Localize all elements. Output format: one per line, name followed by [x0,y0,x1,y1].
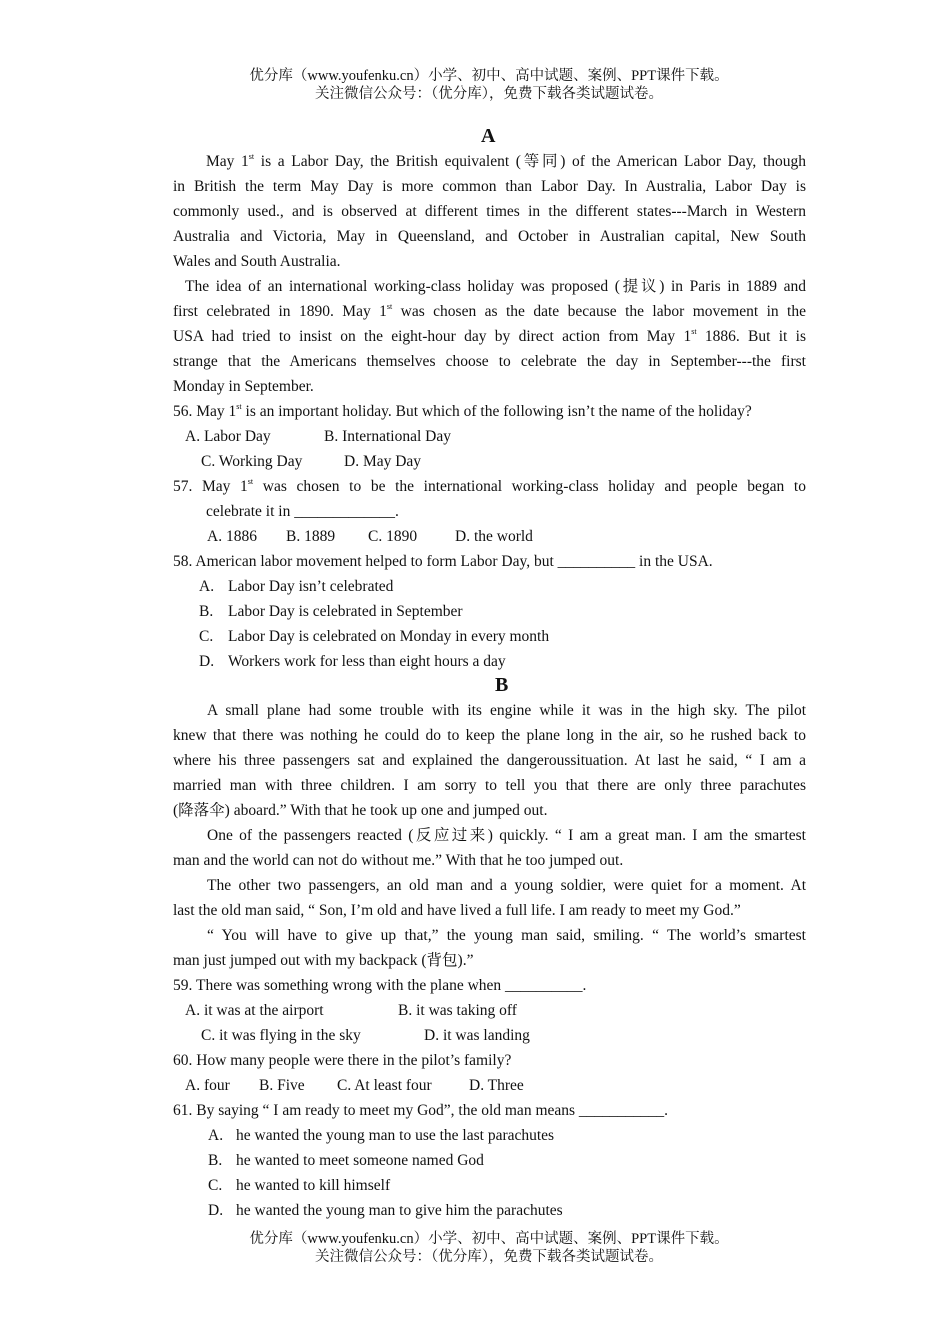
text-line: knew that there was nothing he could do to keep the plane long in the air, so he rushed back to [173,727,806,744]
option-letter: A. [208,1127,224,1144]
text-line: USA had tried to insist on the eight-hour day by direct action from May 1st 1886. But it is [173,327,806,345]
option-letter: B. [208,1152,223,1169]
answer-option-a: A. four [185,1077,230,1094]
text-line: man just jumped out with my backpack (背包).” [173,952,474,969]
answer-option-c: Labor Day is celebrated on Monday in every month [228,628,550,645]
answer-option-c: he wanted to kill himself [236,1177,391,1194]
option-letter: D. [208,1202,224,1219]
option-letter: B. [199,603,214,620]
option-letter: C. [199,628,214,645]
answer-option-d: D. the world [455,528,533,545]
footer-line-2: 关注微信公众号：（优分库），免费下载各类试题试卷。 [315,1249,663,1265]
answer-option-c: C. At least four [337,1077,432,1094]
text-line: The other two passengers, an old man and a young soldier, were quiet for a moment. At [207,877,806,894]
answer-option-a: A. Labor Day [185,428,271,445]
question-stem: 58. American labor movement helped to form Labor Day, but __________ in the USA. [173,553,713,570]
answer-option-b: Labor Day is celebrated in September [228,603,463,620]
text-line: One of the passengers reacted (反应过来) quickly. “ I am a great man. I am the smartest [207,827,806,844]
text-line: last the old man said, “ Son, I’m old and have lived a full life. I am ready to meet my God.” [173,902,741,919]
header-line-2: 关注微信公众号：（优分库），免费下载各类试题试卷。 [315,86,663,102]
text-line: A small plane had some trouble with its engine while it was in the high sky. The pilot [207,702,806,719]
answer-option-a: he wanted the young man to use the last parachutes [236,1127,555,1144]
page-header [0,67,950,103]
footer-line-1: 优分库（www.youfenku.cn）小学、初中、高中试题、案例、PPT课件下载。 [249,1231,729,1247]
answer-option-c: C. 1890 [368,528,418,545]
text-line: May 1st is a Labor Day, the British equivalent (等同) of the American Labor Day, though [206,152,806,170]
question-stem-continued: celebrate it in _____________. [206,503,399,520]
answer-option-d: D. Three [469,1077,524,1094]
answer-option-a: A. 1886 [207,528,257,545]
text-line: where his three passengers sat and explained the dangeroussituation. At last he said, “ I am a [173,752,806,769]
question-stem: 56. May 1st is an important holiday. But which of the following isn’t the name of the holiday? [173,402,752,420]
text-line: commonly used., and is observed at different times in the different states---March in Western [173,203,806,220]
answer-option-d: D. May Day [344,453,422,470]
question-stem: 59. There was something wrong with the plane when __________. [173,977,587,994]
answer-option-b: B. Five [259,1077,305,1094]
answer-option-b: he wanted to meet someone named God [236,1152,484,1169]
answer-option-b: B. International Day [324,428,451,445]
answer-option-b: B. 1889 [286,528,336,545]
option-letter: A. [199,578,215,595]
answer-option-c: C. Working Day [201,453,303,470]
text-line: strange that the Americans themselves choose to celebrate the day in September---the first [173,353,806,370]
answer-option-d: Workers work for less than eight hours a day [228,653,506,670]
answer-option-d: he wanted the young man to give him the parachutes [236,1202,563,1219]
text-line: The idea of an international working-class holiday was proposed (提议) in Paris in 1889 and [185,278,806,295]
text-line: first celebrated in 1890. May 1st was chosen as the date because the labor movement in the [173,302,806,320]
option-letter: D. [199,653,215,670]
answer-option-b: B. it was taking off [398,1002,517,1019]
text-line: Wales and South Australia. [173,253,341,270]
section-b-title: B [495,674,509,696]
text-line: man and the world can not do without me.” With that he too jumped out. [173,852,624,869]
question-stem: 60. How many people were there in the pilot’s family? [173,1052,512,1069]
text-line: Monday in September. [173,378,314,395]
text-line: in British the term May Day is more common than Labor Day. In Australia, Labor Day is [173,178,806,195]
answer-option-d: D. it was landing [424,1027,530,1044]
section-a-title: A [481,125,496,147]
page-footer [0,1230,950,1266]
question-stem: 57. May 1st was chosen to be the international working-class holiday and people began to [173,477,806,495]
header-line-1: 优分库（www.youfenku.cn）小学、初中、高中试题、案例、PPT课件下载。 [249,68,729,84]
text-line: Australia and Victoria, May in Queensland, and October in Australian capital, New South [173,228,806,245]
answer-option-a: Labor Day isn’t celebrated [228,578,394,595]
text-line: married man with three children. I am sorry to tell you that there are only three parachutes [173,777,806,794]
answer-option-c: C. it was flying in the sky [201,1027,361,1044]
text-line: (降落伞) aboard.” With that he took up one and jumped out. [173,802,548,819]
answer-option-a: A. it was at the airport [185,1002,324,1019]
text-line: “ You will have to give up that,” the young man said, smiling. “ The world’s smartest [207,927,806,944]
question-stem: 61. By saying “ I am ready to meet my God”, the old man means ___________. [173,1102,669,1119]
option-letter: C. [208,1177,223,1194]
